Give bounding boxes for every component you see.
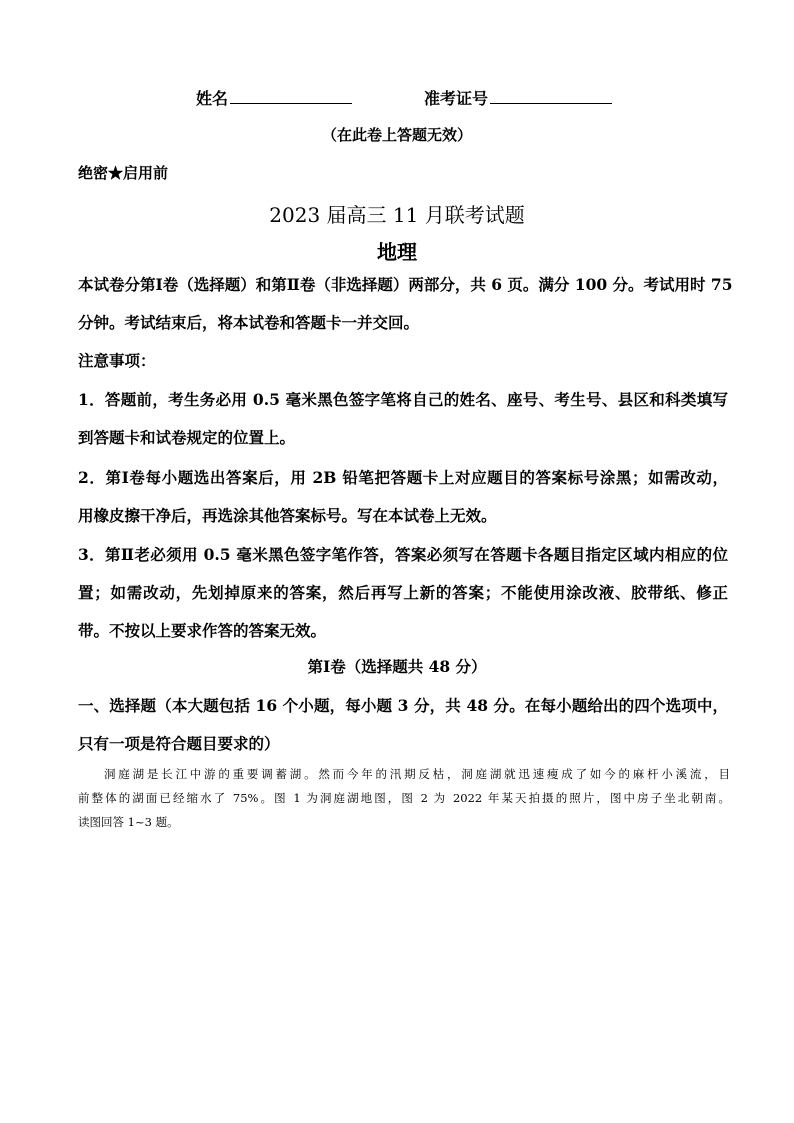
notes-heading: 注意事项： xyxy=(78,351,156,370)
note-3-line-1: 3．第Ⅱ老必须用 0.5 毫米黑色签字笔作答，答案必须写在答题卡各题目指定区域内相应的位 xyxy=(78,545,728,564)
exam-number-row xyxy=(424,86,612,109)
note-1-line-1: 1．答题前，考生务必用 0.5 毫米黑色签字笔将自己的姓名、座号、考生号、县区和科类填写 xyxy=(78,390,728,409)
name-label: 姓名 xyxy=(196,89,229,108)
intro-line-1: 本试卷分第Ⅰ卷（选择题）和第Ⅱ卷（非选择题）两部分，共 6 页。满分 100 分。考试用时 75 xyxy=(78,275,733,294)
exam-number-blank[interactable] xyxy=(490,89,612,104)
subject-title: 地理 xyxy=(377,240,417,264)
material-line-3: 读图回答 1~3 题。 xyxy=(78,815,179,829)
material-line-1: 洞庭湖是长江中游的重要调蓄湖。然而今年的汛期反枯，洞庭湖就迅速瘦成了如今的麻杆小溪流，目 xyxy=(104,767,730,781)
note-3-line-2: 置；如需改动，先划掉原来的答案，然后再写上新的答案；不能使用涂改液、胶带纸、修正 xyxy=(78,583,728,602)
candidate-info-row xyxy=(196,86,352,109)
section-instruction-line-2: 只有一项是符合题目要求的） xyxy=(78,734,280,753)
exam-number-label: 准考证号 xyxy=(424,89,489,108)
secret-label: 绝密★启用前 xyxy=(78,164,169,182)
note-2-line-1: 2．第Ⅰ卷每小题选出答案后，用 2B 铅笔把答题卡上对应题目的答案标号涂黑；如需改动， xyxy=(78,468,728,487)
intro-line-2: 分钟。考试结束后，将本试卷和答题卡一并交回。 xyxy=(78,313,420,332)
note-2-line-2: 用橡皮擦干净后，再选涂其他答案标号。写在本试卷上无效。 xyxy=(78,506,497,525)
material-line-2: 前整体的湖面已经缩水了 75%。图 1 为洞庭湖地图，图 2 为 2022 年某天拍摄的照片，图中房子坐北朝南。 xyxy=(78,791,730,805)
note-1-line-2: 到答题卡和试卷规定的位置上。 xyxy=(78,428,296,447)
exam-title: 2023 届高三 11 月联考试题 xyxy=(269,203,525,227)
section-instruction-line-1: 一、选择题（本大题包括 16 个小题，每小题 3 分，共 48 分。在每小题给出的四个选项中， xyxy=(78,696,728,715)
section-title: 第Ⅰ卷（选择题共 48 分） xyxy=(307,657,487,676)
note-3-line-3: 带。不按以上要求作答的答案无效。 xyxy=(78,621,327,640)
name-blank[interactable] xyxy=(230,89,352,104)
invalid-note: （在此卷上答题无效） xyxy=(321,126,472,144)
